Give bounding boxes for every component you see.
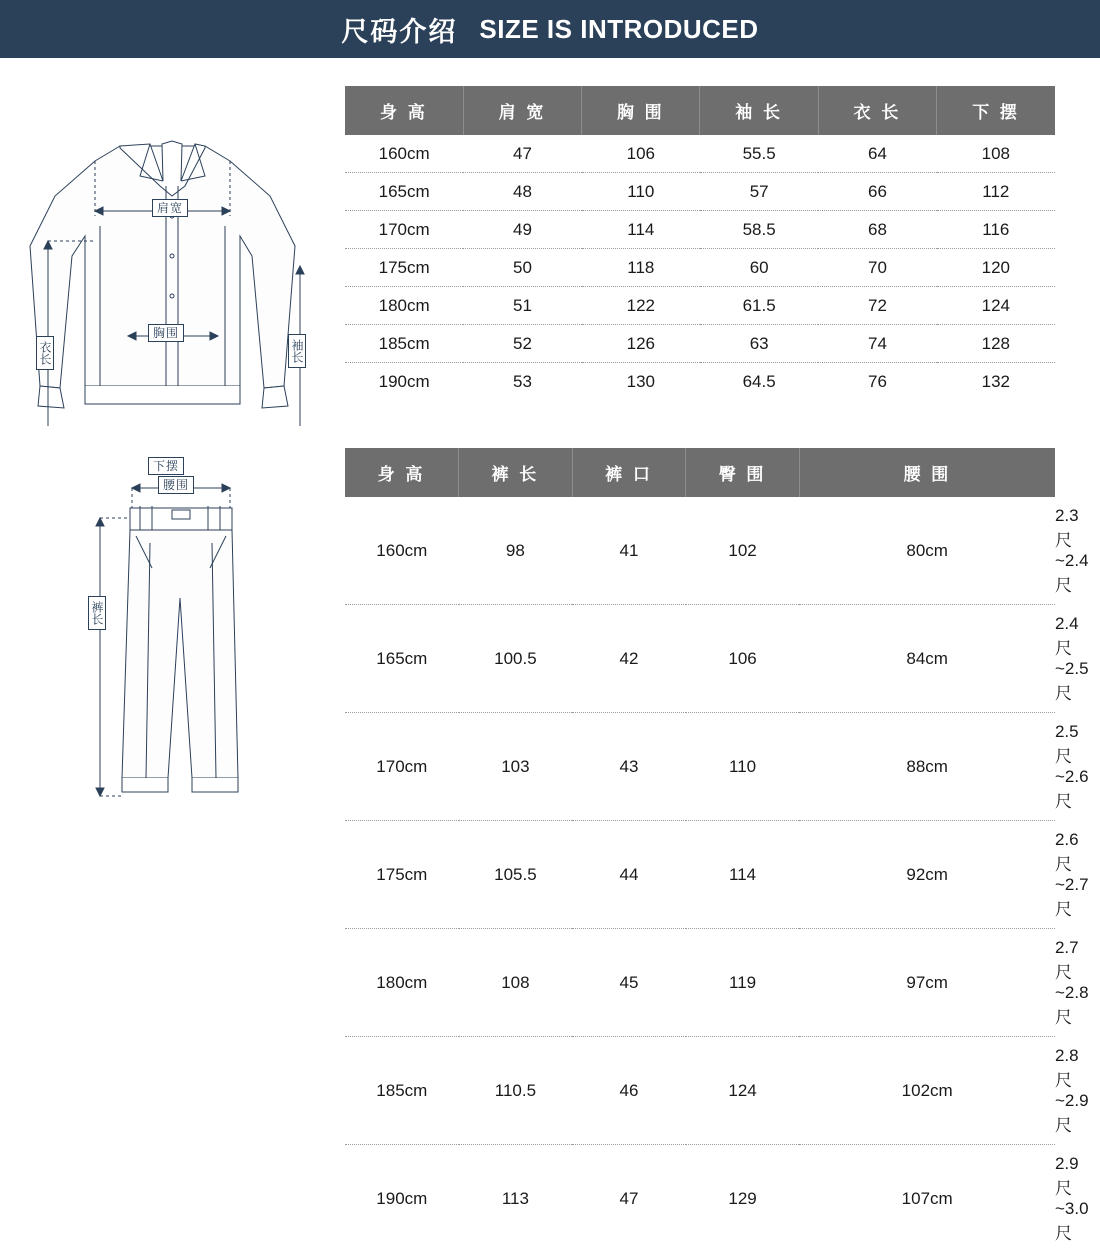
cell-shoulder: 47 bbox=[463, 135, 581, 173]
cell-waist-cm: 88cm bbox=[799, 713, 1055, 821]
table-row bbox=[345, 249, 1055, 287]
cell-waist-cm: 92cm bbox=[799, 821, 1055, 929]
pants-table-container bbox=[345, 448, 1100, 1252]
label-sleeve-length: 袖长 bbox=[288, 334, 306, 368]
cell-pant-opening: 44 bbox=[572, 821, 686, 929]
page-header bbox=[0, 0, 1100, 58]
cell-chest: 114 bbox=[582, 211, 700, 249]
table-row bbox=[345, 325, 1055, 363]
cell-length: 76 bbox=[818, 363, 936, 401]
cell-hip: 129 bbox=[686, 1145, 800, 1252]
cell-length: 72 bbox=[818, 287, 936, 325]
cell-pant-length: 105.5 bbox=[459, 821, 573, 929]
cell-hem: 132 bbox=[937, 363, 1055, 401]
cell-height: 160cm bbox=[345, 135, 463, 173]
label-clothing-length: 衣长 bbox=[36, 336, 54, 370]
cell-waist-cm: 97cm bbox=[799, 929, 1055, 1037]
cell-height: 160cm bbox=[345, 497, 459, 605]
cell-pant-length: 110.5 bbox=[459, 1037, 573, 1145]
cell-sleeve: 63 bbox=[700, 325, 818, 363]
col-height: 身 高 bbox=[345, 448, 459, 497]
cell-height: 170cm bbox=[345, 211, 463, 249]
cell-waist-cm: 102cm bbox=[799, 1037, 1055, 1145]
cell-height: 190cm bbox=[345, 1145, 459, 1252]
cell-pant-opening: 42 bbox=[572, 605, 686, 713]
cell-hip: 106 bbox=[686, 605, 800, 713]
cell-length: 64 bbox=[818, 135, 936, 173]
table-row bbox=[345, 135, 1055, 173]
label-pant-length: 裤长 bbox=[88, 596, 106, 630]
shirt-diagram bbox=[0, 86, 345, 426]
cell-sleeve: 55.5 bbox=[700, 135, 818, 173]
cell-shoulder: 50 bbox=[463, 249, 581, 287]
cell-sleeve: 64.5 bbox=[700, 363, 818, 401]
cell-height: 175cm bbox=[345, 249, 463, 287]
pants-size-section bbox=[0, 426, 1100, 1252]
label-shoulder-width: 肩宽 bbox=[152, 199, 188, 217]
cell-sleeve: 61.5 bbox=[700, 287, 818, 325]
table-row bbox=[345, 1145, 1055, 1252]
cell-length: 74 bbox=[818, 325, 936, 363]
label-chest: 胸围 bbox=[148, 324, 184, 342]
cell-shoulder: 53 bbox=[463, 363, 581, 401]
cell-shoulder: 48 bbox=[463, 173, 581, 211]
cell-height: 175cm bbox=[345, 821, 459, 929]
cell-hem: 128 bbox=[937, 325, 1055, 363]
cell-shoulder: 51 bbox=[463, 287, 581, 325]
table-header-row bbox=[345, 86, 1055, 135]
pants-diagram bbox=[0, 448, 345, 798]
table-row bbox=[345, 497, 1055, 605]
table-row bbox=[345, 211, 1055, 249]
cell-shoulder: 52 bbox=[463, 325, 581, 363]
col-pant-length: 裤 长 bbox=[459, 448, 573, 497]
shirt-size-section bbox=[0, 58, 1100, 426]
cell-hem: 108 bbox=[937, 135, 1055, 173]
shirt-table-container bbox=[345, 86, 1100, 400]
col-hem: 下 摆 bbox=[937, 86, 1055, 135]
cell-pant-length: 98 bbox=[459, 497, 573, 605]
pants-drawing bbox=[0, 448, 345, 798]
cell-pant-length: 113 bbox=[459, 1145, 573, 1252]
cell-pant-length: 108 bbox=[459, 929, 573, 1037]
cell-height: 190cm bbox=[345, 363, 463, 401]
cell-waist-cm: 80cm bbox=[799, 497, 1055, 605]
col-shoulder: 肩 宽 bbox=[463, 86, 581, 135]
table-row bbox=[345, 713, 1055, 821]
table-row bbox=[345, 929, 1055, 1037]
label-hem: 下摆 bbox=[148, 457, 184, 475]
cell-pant-opening: 46 bbox=[572, 1037, 686, 1145]
cell-pant-opening: 45 bbox=[572, 929, 686, 1037]
cell-chest: 110 bbox=[582, 173, 700, 211]
cell-chest: 130 bbox=[582, 363, 700, 401]
table-header-row bbox=[345, 448, 1055, 497]
cell-height: 185cm bbox=[345, 1037, 459, 1145]
cell-hem: 124 bbox=[937, 287, 1055, 325]
col-chest: 胸 围 bbox=[582, 86, 700, 135]
cell-hem: 116 bbox=[937, 211, 1055, 249]
cell-pant-opening: 41 bbox=[572, 497, 686, 605]
cell-waist-cm: 107cm bbox=[799, 1145, 1055, 1252]
page-title-en: SIZE IS INTRODUCED bbox=[479, 14, 758, 45]
table-row bbox=[345, 1037, 1055, 1145]
cell-height: 165cm bbox=[345, 173, 463, 211]
col-length: 衣 长 bbox=[818, 86, 936, 135]
cell-sleeve: 57 bbox=[700, 173, 818, 211]
shirt-size-table bbox=[345, 86, 1055, 400]
cell-hip: 110 bbox=[686, 713, 800, 821]
col-hip: 臀 围 bbox=[686, 448, 800, 497]
table-row bbox=[345, 173, 1055, 211]
cell-hip: 102 bbox=[686, 497, 800, 605]
cell-hip: 119 bbox=[686, 929, 800, 1037]
cell-hip: 124 bbox=[686, 1037, 800, 1145]
cell-length: 68 bbox=[818, 211, 936, 249]
cell-pant-length: 100.5 bbox=[459, 605, 573, 713]
shirt-drawing bbox=[0, 86, 345, 426]
cell-length: 66 bbox=[818, 173, 936, 211]
col-waist: 腰 围 bbox=[799, 448, 1055, 497]
cell-height: 180cm bbox=[345, 929, 459, 1037]
col-sleeve: 袖 长 bbox=[700, 86, 818, 135]
table-row bbox=[345, 363, 1055, 401]
label-waist: 腰围 bbox=[158, 476, 194, 494]
pants-size-table bbox=[345, 448, 1055, 1252]
table-row bbox=[345, 605, 1055, 713]
cell-sleeve: 60 bbox=[700, 249, 818, 287]
cell-height: 185cm bbox=[345, 325, 463, 363]
col-height: 身 高 bbox=[345, 86, 463, 135]
cell-hem: 112 bbox=[937, 173, 1055, 211]
cell-chest: 122 bbox=[582, 287, 700, 325]
cell-shoulder: 49 bbox=[463, 211, 581, 249]
cell-hem: 120 bbox=[937, 249, 1055, 287]
cell-chest: 118 bbox=[582, 249, 700, 287]
cell-pant-opening: 43 bbox=[572, 713, 686, 821]
cell-pant-length: 103 bbox=[459, 713, 573, 821]
cell-waist-cm: 84cm bbox=[799, 605, 1055, 713]
cell-chest: 106 bbox=[582, 135, 700, 173]
cell-height: 170cm bbox=[345, 713, 459, 821]
cell-hip: 114 bbox=[686, 821, 800, 929]
cell-pant-opening: 47 bbox=[572, 1145, 686, 1252]
col-pant-opening: 裤 口 bbox=[572, 448, 686, 497]
cell-height: 165cm bbox=[345, 605, 459, 713]
cell-length: 70 bbox=[818, 249, 936, 287]
cell-chest: 126 bbox=[582, 325, 700, 363]
cell-height: 180cm bbox=[345, 287, 463, 325]
cell-sleeve: 58.5 bbox=[700, 211, 818, 249]
table-row bbox=[345, 287, 1055, 325]
page-title-cn: 尺码介绍 bbox=[341, 10, 457, 49]
